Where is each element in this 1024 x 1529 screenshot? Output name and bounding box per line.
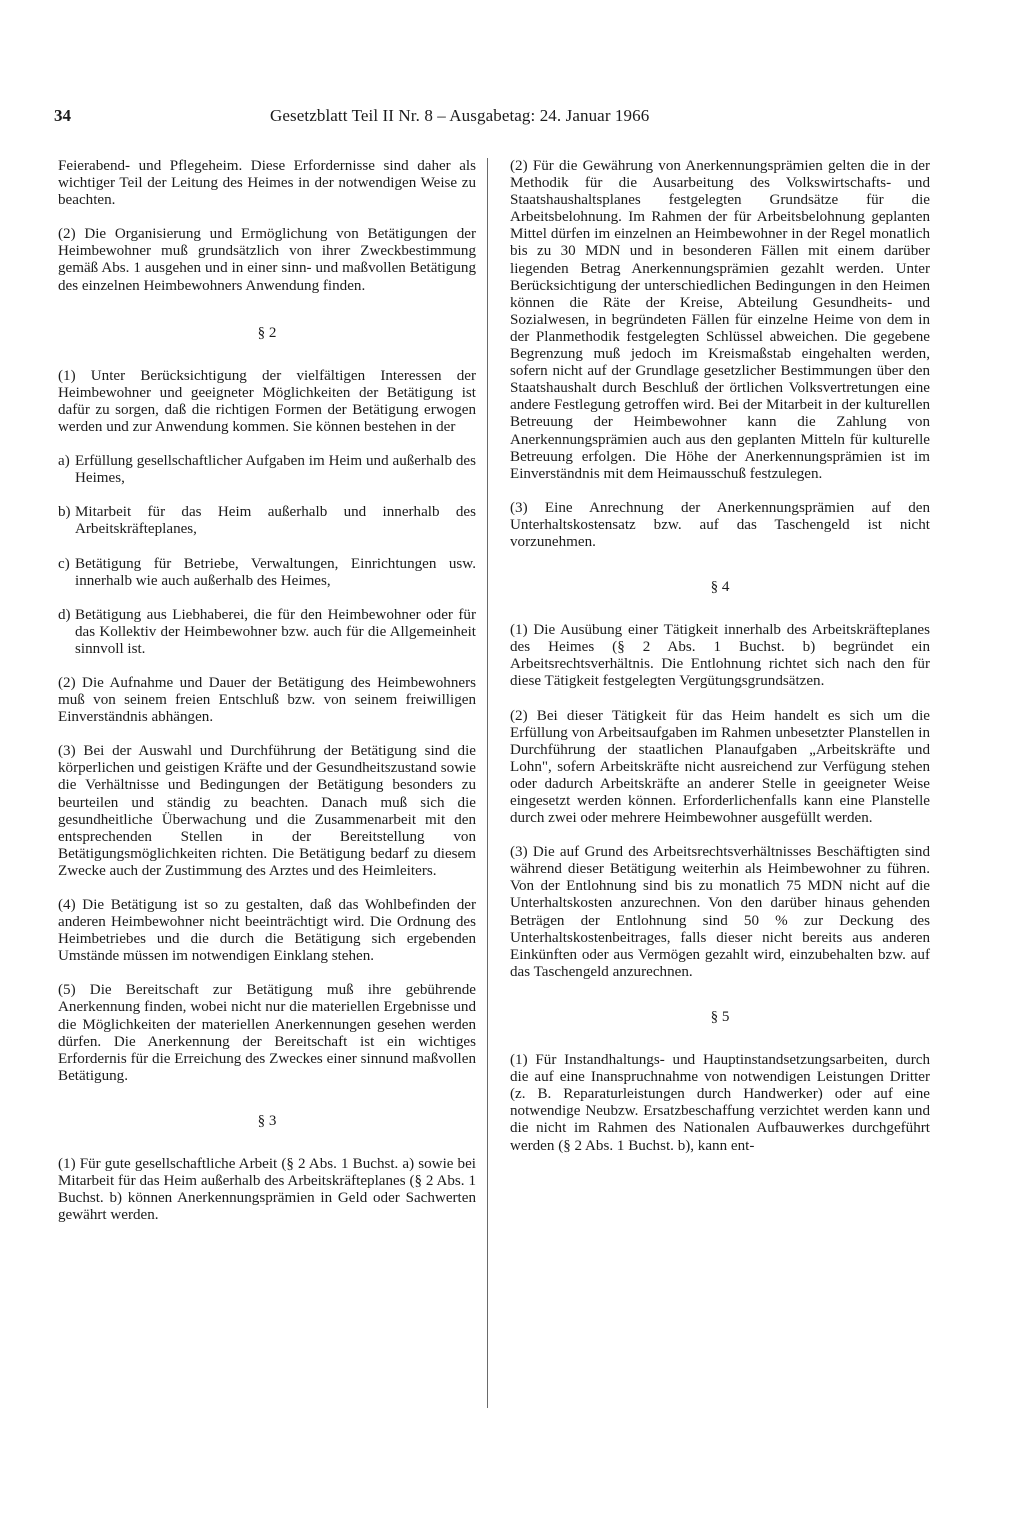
list-text: Betätigung für Betriebe, Verwaltungen, Einrichtungen usw. innerhalb wie auch außerhalb des Heimes, — [75, 555, 476, 589]
paragraph-s4-3: (3) Die auf Grund des Arbeitsrechtsverhältnisses Beschäftigten sind während dieser Betätigung weiterhin als Heimbewohner zu führen. Von der Entlohnung sind bis zu monatlich 75 MDN nicht auf die Unterhaltskosten anzurechnen. Von den darüber hinaus gehenden Beträgen der Entlohnung sind 50 % zur Deckung des Unterhaltskostenbeitrages, falls dieser nicht bereits aus anderen Einkünften oder aus Vermögen gezahlt wird, einzubehalten bzw. auf das Taschengeld anzurechnen. — [510, 844, 930, 980]
list-label: a) — [58, 453, 70, 470]
list-item — [58, 607, 476, 658]
page-header — [0, 106, 1024, 132]
paragraph-s4-2: (2) Bei dieser Tätigkeit für das Heim handelt es sich um die Erfüllung von Arbeitsaufgaben im Rahmen unbesetzter Planstellen in Durchführung der staatlichen Planaufgaben „Arbeitskräfte und Lohn", sofern Arbeitskräfte nicht ausreichend zur Verfügung stehen oder dadurch Arbeitskräfte an anderer Stelle in geeigneter Weise eingesetzt werden können. Erforderlichenfalls kann eine Planstelle durch zwei oder mehrere Heimbewohner ausgefüllt werden. — [510, 707, 930, 827]
paragraph-s3-2: (2) Für die Gewährung von Anerkennungsprämien gelten die in der Methodik für die Ausarbeitung des Volkswirtschafts- und Staatshaushaltsplanes festgelegten Grundsätze für die Arbeitsbelohnung. Im Rahmen der für Arbeitsbelohnung geplanten Mittel dürfen im einzelnen an Heimbewohner in der Regel monatlich bis zu 30 MDN und in besonderen Fällen mit einem darüber liegenden Betrag Anerkennungsprämien gezahlt werden. Unter Berücksichtigung der unterschiedlichen Bedingungen in den Heimen können die Räte der Kreise, Abteilung Gesundheits- und Sozialwesen, in begründeten Fällen für einzelne Heime von dem in der Planmethodik festgelegten Schlüssel abweichen. Die gegebene Begrenzung muß jedoch im Kreismaßstab eingehalten werden, sofern nicht auf der Grundlage gesetzlicher Bestimmungen über den Staatshaushalt durch Beschluß der örtlichen Volksvertretungen eine andere Festlegung getroffen wird. Bei der Mitarbeit in der kulturellen Betreuung der Heimbewohner kann die Zahlung von Anerkennungsprämien auch aus den geplanten Mitteln für kulturelle Betreuung erfolgen. Die Höhe der Anerkennungsprämien ist im Einverständnis mit dem Heimausschuß festzulegen. — [510, 158, 930, 482]
paragraph-s2-1: (1) Unter Berücksichtigung der vielfältigen Interessen der Heimbewohner und geeigneter Möglichkeiten der Betätigung ist dafür zu sorgen, daß die richtigen Formen der Betätigung erwogen werden und zur Anwendung kommen. Sie können bestehen in der — [58, 367, 476, 436]
list-text: Erfüllung gesellschaftlicher Aufgaben im Heim und außerhalb des Heimes, — [75, 453, 476, 487]
list-text: Mitarbeit für das Heim außerhalb und innerhalb des Arbeitskräfteplanes, — [75, 504, 476, 538]
list-item — [58, 504, 476, 538]
paragraph-s2-5: (5) Die Bereitschaft zur Betätigung muß ihre gebührende Anerkennung finden, wobei nicht nur die materiellen Ergebnisse und die Möglichkeiten der materiellen Anerkennungen gesehen werden dürfen. Die Anerkennung der Bereitschaft ist ein wichtiges Erfordernis für die Erreichung des Zweckes einer sinnund maßvollen Betätigung. — [58, 982, 476, 1084]
paragraph-intro: Feierabend- und Pflegeheim. Diese Erfordernisse sind daher als wichtiger Teil der Leitung des Heimes in der notwendigen Weise zu beachten. — [58, 158, 476, 209]
section-2-heading: § 2 — [257, 324, 277, 341]
list-label: c) — [58, 555, 70, 572]
section-3-heading: § 3 — [257, 1112, 277, 1129]
list-label: b) — [58, 504, 71, 521]
list-label: d) — [58, 606, 71, 623]
paragraph-s3-3: (3) Eine Anrechnung der Anerkennungsprämien auf den Unterhaltskostensatz bzw. auf das Taschengeld ist nicht vorzunehmen. — [510, 499, 930, 550]
paragraph-s2-4: (4) Die Betätigung ist so zu gestalten, daß das Wohlbefinden der anderen Heimbewohner nicht beeinträchtigt wird. Die Ordnung des Heimbetriebes und die durch die Betätigung sich ergebenden Umstände müssen im notwendigen Einklang stehen. — [58, 897, 476, 965]
paragraph-s3-1: (1) Für gute gesellschaftliche Arbeit (§ 2 Abs. 1 Buchst. a) sowie bei Mitarbeit für das Heim außerhalb des Arbeitskräfteplanes (§ 2 Abs. 1 Buchst. b) können Anerkennungsprämien in Geld oder Sachwerten gewährt werden. — [58, 1156, 476, 1224]
list-item — [58, 556, 476, 590]
paragraph-s5-1: (1) Für Instandhaltungs- und Hauptinstandsetzungsarbeiten, durch die auf eine Inanspruchnahme von notwendigen Leistungen Dritter (z. B. Reparaturleistungen durch Handwerker) oder auf eine notwendige Neubzw. Ersatzbeschaffung verzichtet werden kann und die nicht im Rahmen des Nationalen Aufbauwerkes durchgeführt werden (§ 2 Abs. 1 Buchst. b), kann ent- — [510, 1052, 930, 1154]
paragraph-s1-2: (2) Die Organisierung und Ermöglichung von Betätigungen der Heimbewohner muß grundsätzlich von ihrer Zweckbestimmung gemäß Abs. 1 ausgehen und in einer sinn- und maßvollen Betätigung des einzelnen Heimbewohners Anwendung finden. — [58, 226, 476, 294]
right-column — [510, 158, 930, 1172]
left-column — [58, 158, 476, 1241]
section-5-heading: § 5 — [710, 1008, 730, 1025]
running-head: Gesetzblatt Teil II Nr. 8 – Ausgabetag: 24. Januar 1966 — [270, 106, 650, 125]
paragraph-s2-2: (2) Die Aufnahme und Dauer der Betätigung des Heimbewohners muß von seinem freien Entschluß bzw. von seinem freiwilligen Einverständnis abhängen. — [58, 674, 476, 726]
section-4-heading: § 4 — [710, 579, 730, 596]
column-divider — [487, 158, 488, 1408]
paragraph-s2-3: (3) Bei der Auswahl und Durchführung der Betätigung sind die körperlichen und geistigen Kräfte und der Gesundheitszustand sowie die Verhältnisse und Bedingungen der Betätigung besonders zu beurteilen und ständig zu beachten. Danach muß sich die gesundheitliche Überwachung und die Zusammenarbeit mit den entsprechenden Stellen in der Bereitstellung von Betätigungsmöglichkeiten richten. Die Betätigung bedarf zu diesem Zwecke auch der Zustimmung des Arztes und des Heimleiters. — [58, 743, 476, 879]
page-number: 34 — [54, 106, 71, 125]
paragraph-s4-1: (1) Die Ausübung einer Tätigkeit innerhalb des Arbeitskräfteplanes des Heimes (§ 2 Abs. 1 Buchst. b) begründet ein Arbeitsrechtsverhältnis. Die Entlohnung richtet sich nach den für diese Tätigkeit festgelegten Vergütungsgrundsätzen. — [510, 622, 930, 690]
list-text: Betätigung aus Liebhaberei, die für den Heimbewohner oder für das Kollektiv der Heimbewohner bzw. auch für die Allgemeinheit sinnvoll ist. — [75, 606, 476, 657]
list-item — [58, 453, 476, 487]
